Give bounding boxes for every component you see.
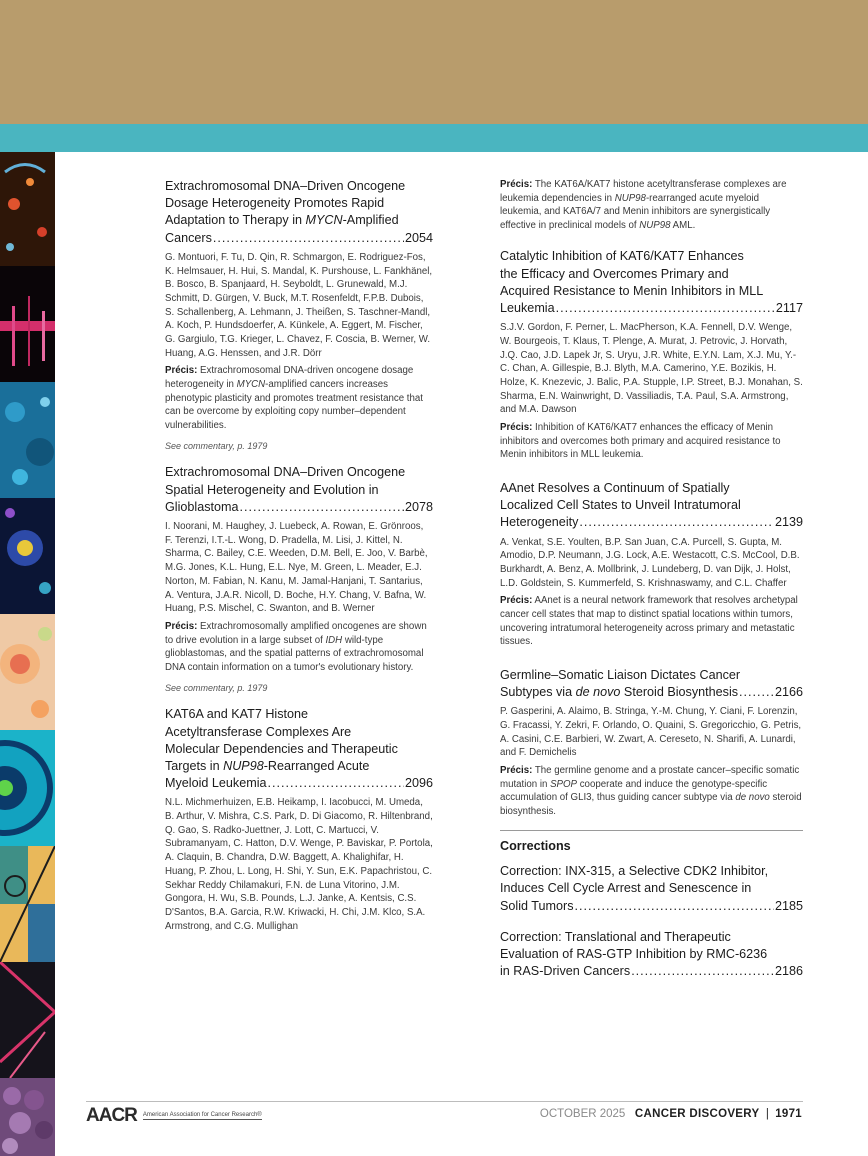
correction-title[interactable]	[500, 929, 803, 981]
toc-correction-2185	[500, 863, 803, 915]
page-number: 2139	[774, 515, 803, 530]
art-tile-9	[0, 1078, 55, 1156]
art-tile-5	[0, 614, 55, 730]
title-line: Correction: Translational and Therapeutic	[500, 929, 731, 944]
article-precis	[500, 764, 803, 818]
precis-label: Précis:	[165, 620, 198, 632]
title-text: in RAS-Driven Cancers	[500, 964, 631, 979]
title-leader-line	[165, 230, 433, 247]
title-text: Leukemia	[500, 300, 555, 315]
art-tile-1-graphic	[0, 152, 55, 266]
art-tile-1	[0, 152, 55, 266]
dot-leader	[240, 499, 404, 516]
article-authors: A. Venkat, S.E. Youlten, B.P. San Juan, C.A. Purcell, S. Gupta, M. Amodio, D.P. Neumann, J.G. Lock, A.E. Westacott, C.S. McCool, D.B. Burkhardt, A. Benz, A. Mollbrink, J. Lundeberg, D. van Dijk, J. Holst, L.D. Goldstein, S. Kummerfeld, S. Krishnaswamy, and C.L. Chaffer	[500, 536, 800, 589]
art-tile-2	[0, 266, 55, 382]
precis-gene: NUP98	[639, 219, 671, 231]
art-tile-6	[0, 730, 55, 846]
title-leader-line	[500, 963, 803, 980]
footer-separator: |	[765, 1108, 769, 1120]
article-title[interactable]	[165, 178, 433, 247]
art-tile-4-graphic	[0, 498, 55, 614]
toc-article-2117	[500, 248, 803, 462]
title-gene: NUP98	[223, 758, 264, 773]
precis-text: The KAT6A/KAT7 histone acetyltransferase complexes are leukemia dependencies in	[500, 179, 787, 204]
article-title[interactable]	[500, 480, 803, 532]
precis-label: Précis:	[500, 179, 533, 190]
art-tile-6-graphic	[0, 730, 55, 846]
art-tile-3	[0, 382, 55, 498]
cover-top-band	[0, 0, 868, 124]
title-line: Extrachromosomal DNA–Driven Oncogene	[165, 179, 406, 193]
art-tile-3-graphic	[0, 382, 55, 498]
title-leader-line	[500, 300, 803, 317]
title-text: -Amplified	[342, 213, 399, 228]
article-precis	[165, 620, 433, 674]
precis-gene: MYCN	[236, 379, 266, 391]
art-tile-8-graphic	[0, 962, 55, 1078]
dot-leader	[631, 963, 774, 980]
title-leader-line	[500, 514, 803, 531]
title-line: Germline–Somatic Liaison Dictates Cancer	[500, 667, 741, 682]
precis-text: cooperate and induce the genotype-specific accumulation of GLI3, thus guiding cancer subtype via	[500, 778, 768, 804]
toc-left-column	[165, 178, 433, 945]
title-line: Spatial Heterogeneity and Evolution in	[165, 482, 379, 497]
article-precis	[500, 421, 803, 462]
article-title[interactable]	[500, 667, 803, 701]
title-leader-line	[500, 898, 803, 915]
precis-text: AML.	[670, 219, 696, 231]
precis-text: Extrachromosomally amplified oncogenes are shown to drive evolution in a large subset of	[165, 620, 427, 646]
precis-label: Précis:	[165, 365, 198, 377]
cover-accent-band	[0, 124, 868, 152]
article-authors: I. Noorani, M. Haughey, J. Luebeck, A. Rowan, E. Grönroos, F. Terenzi, I.T.-L. Wong, D. Pradella, M. Lisi, J. Kittel, N. Sharma, C. Bailey, C.E. Weeden, D.M. Bell, E. Joo, V. Barbè, M.G. Jones, K.L. Hung, E.L. Nye, M. Green, L. Meader, E.J. Norton, M. Fabian, N. Kanu, M. Jamal-Hanjani, T. Santarius, A. Ventura, J.A.R. Nicoll, D. Boche, H.Y. Chang, V. Bafna, W. Huang, P.S. Mischel, C. Swanton, and B. Werner	[165, 521, 428, 615]
title-leader-line	[165, 775, 433, 792]
art-tile-5-graphic	[0, 614, 55, 730]
precis-label: Précis:	[500, 595, 533, 607]
cover-art-strip	[0, 152, 55, 1156]
aacr-org-name: American Association for Cancer Research®	[142, 1112, 262, 1118]
title-line: Correction: INX-315, a Selective CDK2 Inhibitor,	[500, 864, 769, 879]
title-line: Localized Cell States to Unveil Intratumoral	[500, 498, 741, 513]
title-line: Induces Cell Cycle Arrest and Senescence in	[500, 881, 752, 896]
section-divider	[500, 830, 803, 831]
journal-name: CANCER DISCOVERY	[634, 1108, 760, 1120]
precis-text: The germline genome and a prostate cancer–specific somatic mutation in	[500, 764, 800, 790]
correction-title[interactable]	[500, 863, 803, 915]
precis-text: AAnet is a neural network framework that resolves archetypal cancer cell states that map to distinct spatial locations within tumors, uncovering intratumoral heterogeneity across primary and metastatic tissues.	[500, 595, 798, 648]
dot-leader	[579, 514, 774, 531]
precis-gene: IDH	[325, 634, 343, 646]
article-precis	[500, 594, 803, 648]
title-line: AAnet Resolves a Continuum of Spatially	[500, 480, 730, 495]
art-tile-4	[0, 498, 55, 614]
precis-gene: SPOP	[550, 778, 578, 790]
art-tile-7	[0, 846, 55, 962]
dot-leader	[213, 230, 404, 247]
title-gene: MYCN	[305, 213, 343, 228]
article-title[interactable]	[165, 464, 433, 516]
toc-article-2166	[500, 667, 803, 819]
title-line: Acetyltransferase Complexes Are	[165, 724, 352, 739]
page-number: 2117	[775, 300, 803, 315]
title-line: Extrachromosomal DNA–Driven Oncogene	[165, 465, 406, 480]
title-leader-line	[500, 684, 803, 701]
art-tile-8	[0, 962, 55, 1078]
aacr-logo	[86, 1106, 262, 1126]
aacr-logo-mark: AACR	[86, 1105, 137, 1126]
article-precis	[165, 364, 433, 432]
article-authors: S.J.V. Gordon, F. Perner, L. MacPherson, K.A. Fennell, D.V. Wenge, W. Bourgeois, T. Klaus, T. Plenge, A. Murat, J. Petrovic, J. Horvath, J.Q. Cao, J.D. Lapek Jr, S. Uryu, J.R. White, E.Y.N. Lam, X.J. Mu, Y.-C. Chan, A. Gillespie, B.J. Blyth, M.A. Camerino, Y.E. Bozikis, H. Holze, K. Knezevic, J. Balic, P.A. Stupple, I.P. Street, B.J. Monahan, S. Sharma, E.N. Wainwright, D. Vassiliadis, T.A. Paul, S.A. Armstrong, and M.A. Dawson	[500, 322, 803, 416]
art-tile-7-graphic	[0, 846, 55, 962]
commentary-link[interactable]: See commentary, p. 1979	[165, 441, 268, 452]
title-text: Cancers	[165, 230, 212, 245]
dot-leader	[575, 898, 774, 915]
title-text	[500, 684, 738, 701]
toc-article-2096	[165, 706, 433, 933]
page-number-footer: 1971	[775, 1108, 802, 1120]
toc-right-column	[500, 178, 803, 993]
title-line: KAT6A and KAT7 Histone	[165, 707, 309, 722]
footer-divider	[86, 1101, 803, 1102]
title-text: Subtypes via	[500, 684, 576, 699]
title-line: Molecular Dependencies and Therapeutic	[165, 741, 398, 756]
precis-text: -rearranged acute myeloid leukemia, and KAT6A/7 and Menin inhibitors are synergistically effective in preclinical models of	[500, 192, 771, 231]
precis-label: Précis:	[500, 422, 533, 434]
precis-italic: de novo	[735, 792, 770, 804]
precis-text: steroid biosynthesis.	[500, 792, 802, 817]
title-line: Dosage Heterogeneity Promotes Rapid	[165, 196, 385, 211]
article-title[interactable]	[500, 248, 803, 317]
article-authors: G. Montuori, F. Tu, D. Qin, R. Schmargon, E. Rodriguez-Fos, K. Helmsauer, H. Hui, S. Mandal, K. Purshouse, L. Fankhänel, B. Bosco, B. Spanjaard, H. Seyboldt, L. Grunewald, M.J. Schmitt, D. Gürgen, V. Buck, M.T. Rosenfeldt, F.P.B. Dubois, S. Schallenberg, A. Lehmann, J. Theißen, S. Taschner-Mandl, A. Koch, P. Hundsdoerfer, A. Künkele, A. Eggert, M. Fischer, G. Gargiulo, T.G. Krieger, L. Chavez, F. Coscia, B. Werner, W. Huang, A.G. Henssen, and J.R. Dörr	[165, 251, 433, 359]
title-text: -Rearranged Acute	[263, 758, 370, 773]
page-number: 2185	[774, 898, 803, 913]
page-number: 2096	[404, 776, 433, 791]
title-text: Adaptation to Therapy in	[165, 213, 306, 228]
title-line: Acquired Resistance to Menin Inhibitors in MLL	[500, 283, 764, 298]
title-text: Solid Tumors	[500, 898, 574, 913]
article-authors: P. Gasperini, A. Alaimo, B. Stringa, Y.-M. Chung, Y. Ciani, F. Lorenzin, G. Fracassi, Y. Zekri, F. Orlando, O. Quaini, S. Gregoricchio, G. Petris, A. Casini, C.E. Barbieri, W. Zwart, A. Cereseto, N. Sharifi, A. Lunardi, and F. Demichelis	[500, 706, 802, 759]
commentary-link[interactable]: See commentary, p. 1979	[165, 683, 268, 694]
title-italic: de novo	[575, 684, 621, 699]
article-authors: N.L. Michmerhuizen, E.B. Heikamp, I. Iacobucci, M. Umeda, B. Arthur, V. Mishra, C.S. Park, D. Di Giacomo, R. Hiltenbrand, Q. Gao, S. Radko-Juettner, J. Lott, C. Martucci, V. Subramanyam, C. Hatton, D.V. Wenge, P. Baviskar, P. Portola, A. Claquin, B. Chandra, D.W. Baggett, A. Khalighifar, H. Huang, P. Zhou, L. Long, H. Shi, Y. Sun, E.K. Papachristou, C. Sekhar Reddy Chilamakuri, F.N. de Luna Vitorino, J.M. Gongora, H. Wu, S.B. Pounds, L.J. Janke, A. Kentsis, C.S. D'Santos, B.A. Garcia, R.W. Kriwacki, H. Chi, J.M. Klco, S.A. Armstrong, and C.G. Mullighan	[165, 797, 433, 932]
title-line: the Efficacy and Overcomes Primary and	[500, 266, 729, 281]
page-number: 2186	[774, 964, 803, 979]
page-number: 2166	[774, 684, 803, 699]
art-tile-9-graphic	[0, 1078, 55, 1156]
precis-label: Précis:	[500, 764, 533, 776]
page-number: 2078	[404, 499, 433, 514]
continued-precis	[500, 178, 803, 232]
title-line: Catalytic Inhibition of KAT6/KAT7 Enhances	[500, 249, 744, 264]
title-leader-line	[165, 499, 433, 516]
precis-gene: NUP98	[614, 192, 646, 204]
page-number: 2054	[404, 230, 433, 245]
precis-text: wild-type glioblastomas, and the spatial patterns of extrachromosomal DNA contain information on a tumor's evolutionary history.	[165, 634, 424, 673]
toc-article-2078	[165, 464, 433, 694]
title-line	[165, 212, 433, 229]
title-text: Myeloid Leukemia	[165, 776, 267, 791]
corrections-heading: Corrections	[500, 839, 571, 854]
precis-text: Inhibition of KAT6/KAT7 enhances the efficacy of Menin inhibitors and overcomes both primary and acquired resistance to Menin inhibitors in MLL leukemia.	[500, 422, 781, 461]
title-line: Evaluation of RAS-GTP Inhibition by RMC-6236	[500, 947, 768, 962]
dot-leader	[268, 775, 404, 792]
title-text: Glioblastoma	[165, 499, 239, 514]
title-line	[165, 758, 433, 775]
toc-article-2054	[165, 178, 433, 452]
precis-text: Extrachromosomal DNA-driven oncogene dosage heterogeneity in	[165, 365, 414, 391]
dot-leader	[739, 684, 774, 701]
title-text: Heterogeneity	[500, 515, 579, 530]
title-text: Steroid Biosynthesis	[620, 684, 739, 699]
running-footer	[540, 1108, 802, 1120]
toc-article-2139	[500, 480, 803, 649]
title-text: Targets in	[165, 758, 224, 773]
issue-date: OCTOBER 2025	[539, 1108, 626, 1120]
dot-leader	[556, 300, 775, 317]
art-tile-2-graphic	[0, 266, 55, 382]
precis-text: -amplified cancers increases phenotypic plasticity and promotes treatment resistance that can be overcome by exploiting copy number–dependent vulnerabilities.	[165, 379, 423, 431]
toc-correction-2186	[500, 929, 803, 981]
article-title[interactable]	[165, 706, 433, 792]
